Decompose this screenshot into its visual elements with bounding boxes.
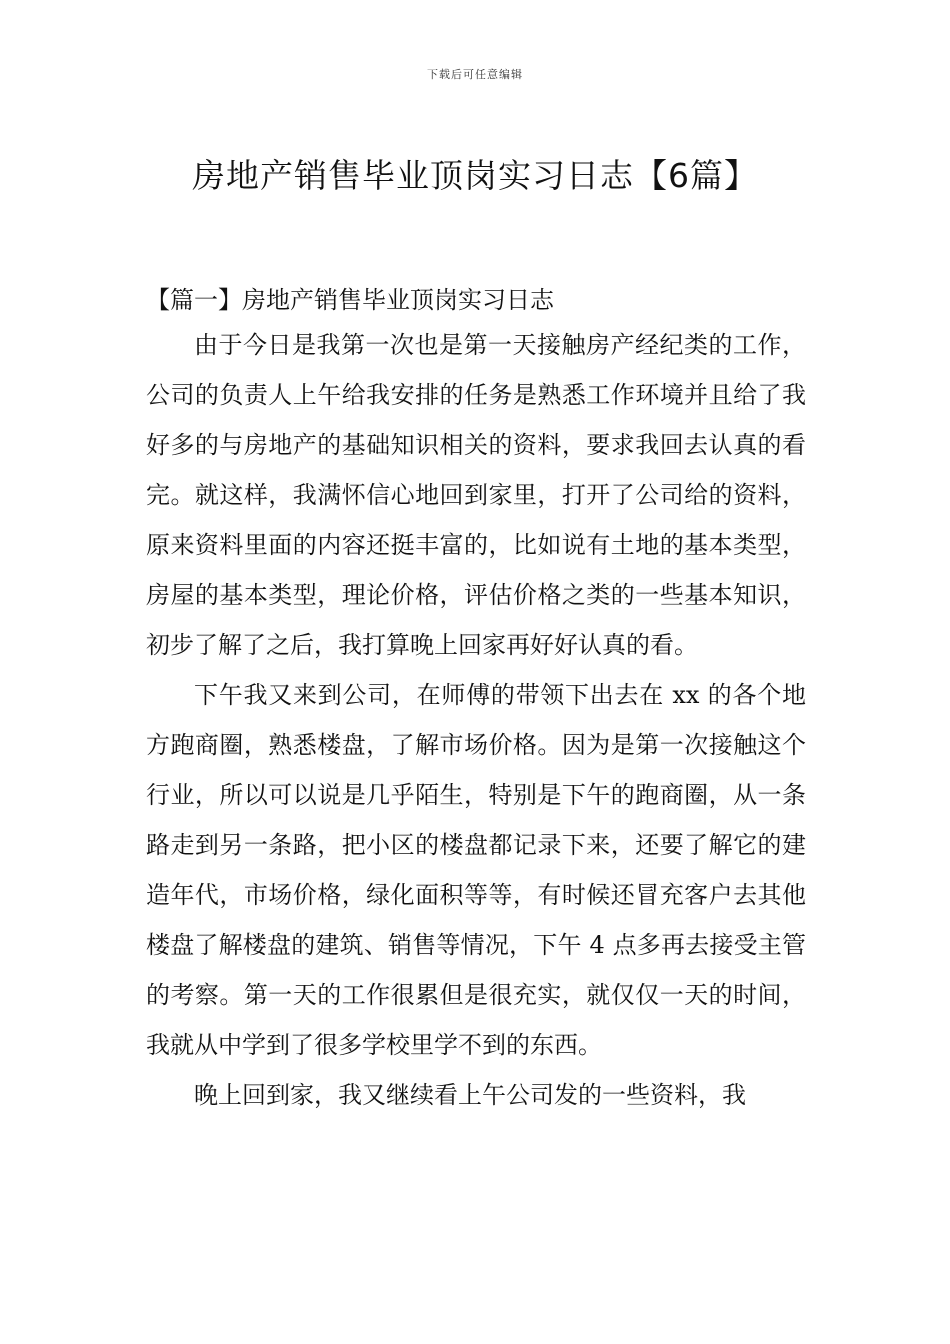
section-heading: 【篇一】房地产销售毕业顶岗实习日志 (146, 286, 554, 314)
paragraph-3: 晚上回到家，我又继续看上午公司发的一些资料，我 (194, 1081, 746, 1109)
paragraph-2: 下午我又来到公司，在师傅的带领下出去在 xx 的各个地方跑商圈，熟悉楼盘，了解市场价格。因为是第一次接触这个行业，所以可以说是几乎陌生，特别是下午的跑商圈，从一条路走到另一条路，把小区的楼盘都记录下来，还要了解它的建造年代，市场价格，绿化面积等等，有时候还冒充客户去其他楼盘了解楼盘的建筑、销售等情况，下午 4 点多再去接受主管的考察。第一天的工作很累但是很充实，就仅仅一天的时间，我就从中学到了很多学校里学不到的东西。 (146, 681, 806, 1059)
header-note: 下载后可任意编辑 (427, 68, 523, 81)
document-title: 房地产销售毕业顶岗实习日志【6篇】 (192, 156, 758, 196)
paragraph-1: 由于今日是我第一次也是第一天接触房产经纪类的工作，公司的负责人上午给我安排的任务是熟悉工作环境并且给了我好多的与房地产的基础知识相关的资料，要求我回去认真的看完。就这样，我满怀信心地回到家里，打开了公司给的资料，原来资料里面的内容还挺丰富的，比如说有土地的基本类型，房屋的基本类型，理论价格，评估价格之类的一些基本知识，初步了解了之后，我打算晚上回家再好好认真的看。 (146, 331, 806, 659)
document-body (146, 280, 806, 1120)
